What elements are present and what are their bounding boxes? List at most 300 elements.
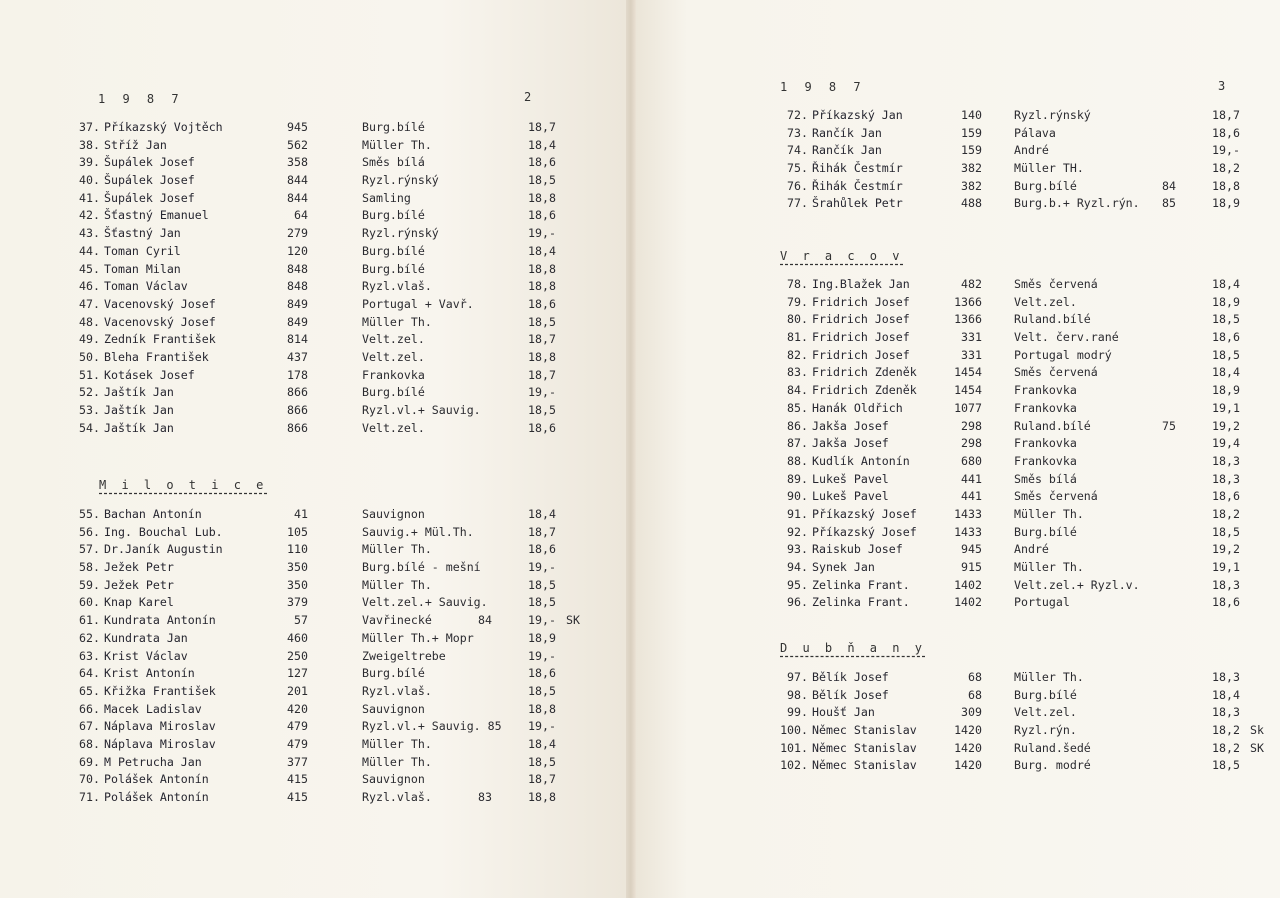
- table-row: [72, 736, 612, 754]
- entry-list: [776, 669, 1276, 775]
- grape-variety: Burg.bílé: [362, 243, 425, 258]
- area-value: 844: [287, 190, 308, 205]
- area-value: 814: [287, 332, 308, 347]
- grower-name: Fridrich Josef: [812, 294, 910, 309]
- entry-number: 100.: [780, 723, 808, 738]
- area-value: 420: [287, 701, 308, 716]
- entry-number: 64.: [79, 666, 100, 681]
- sugar-value: 18,5: [528, 173, 556, 188]
- entry-number: 43.: [79, 226, 100, 241]
- grower-name: Kundrata Jan: [104, 630, 188, 645]
- entry-number: 56.: [79, 524, 100, 539]
- grower-name: Vacenovský Josef: [104, 296, 216, 311]
- grower-name: Němec Stanislav: [812, 758, 917, 773]
- grape-variety: Směs bílá: [362, 155, 425, 170]
- grape-variety: Velt.zel.: [362, 332, 425, 347]
- grape-variety: Frankovka: [1014, 383, 1077, 398]
- sugar-value: 18,8: [528, 261, 556, 276]
- grape-variety: Portugal + Vavř.: [362, 296, 474, 311]
- grape-variety: Müller Th.: [362, 754, 432, 769]
- grower-name: Křižka František: [104, 683, 216, 698]
- grape-variety: Vavřinecké: [362, 613, 432, 628]
- grower-name: Ing.Blažek Jan: [812, 277, 910, 291]
- grower-name: M Petrucha Jan: [104, 754, 202, 769]
- area-value: 680: [961, 453, 982, 468]
- table-row: [776, 524, 1276, 542]
- area-value: 110: [287, 542, 308, 557]
- area-value: 127: [287, 666, 308, 681]
- grower-name: Lukeš Pavel: [812, 471, 889, 486]
- sugar-value: 18,8: [528, 790, 556, 804]
- area-value: 120: [287, 243, 308, 258]
- area-value: 1077: [954, 400, 982, 415]
- sugar-value: 18,3: [1212, 577, 1240, 592]
- grower-name: Polášek Antonín: [104, 790, 209, 804]
- sugar-value: 18,2: [1212, 161, 1240, 176]
- sugar-value: 18,4: [1212, 365, 1240, 380]
- sugar-value: 18,6: [1212, 595, 1240, 610]
- grape-variety: Ryzl.rýn.: [1014, 723, 1077, 738]
- grape-variety: Velt.zel.: [362, 349, 425, 364]
- grape-variety: Směs bílá: [1014, 471, 1077, 486]
- sugar-value: 18,5: [528, 403, 556, 417]
- sugar-value: 18,6: [528, 155, 556, 170]
- table-row: [72, 243, 612, 261]
- grape-variety: André: [1014, 542, 1049, 557]
- sugar-value: 19,-: [528, 648, 556, 663]
- sugar-value: 18,8: [528, 349, 556, 364]
- sugar-value: 19,1: [1212, 400, 1240, 415]
- area-value: 159: [961, 143, 982, 158]
- grape-variety: Frankovka: [362, 367, 425, 382]
- grower-name: Rančík Jan: [812, 125, 882, 140]
- grape-variety: Ryzl.rýnský: [362, 226, 439, 241]
- area-value: 382: [961, 178, 982, 193]
- grape-variety: Frankovka: [1014, 436, 1077, 451]
- entry-number: 102.: [780, 758, 808, 773]
- area-value: 279: [287, 226, 308, 241]
- sugar-value: 19,-: [528, 719, 556, 734]
- grape-variety: Burg.bílé: [1014, 524, 1077, 539]
- sugar-value: 18,8: [528, 701, 556, 716]
- grape-variety: Frankovka: [1014, 453, 1077, 468]
- grape-variety: Ruland.šedé: [1014, 740, 1091, 755]
- entry-list: [72, 119, 612, 437]
- grower-name: Příkazský Josef: [812, 506, 917, 521]
- entry-number: 97.: [787, 670, 808, 684]
- entry-number: 38.: [79, 137, 100, 152]
- area-value: 1454: [954, 383, 982, 398]
- sugar-value: 18,7: [528, 332, 556, 347]
- area-value: 57: [294, 613, 308, 628]
- grower-name: Houšť Jan: [812, 705, 875, 720]
- table-row: [72, 402, 612, 420]
- entry-number: 63.: [79, 648, 100, 663]
- area-value: 479: [287, 736, 308, 751]
- section-title-vracov: V r a c o v: [780, 249, 904, 263]
- grower-name: Rančík Jan: [812, 143, 882, 158]
- grower-name: Synek Jan: [812, 560, 875, 574]
- grape-variety: Ruland.bílé: [1014, 418, 1091, 433]
- entry-number: 87.: [787, 436, 808, 451]
- grower-name: Šťastný Emanuel: [104, 208, 209, 223]
- sugar-value: 18,3: [1212, 453, 1240, 468]
- grape-variety: Müller Th.: [1014, 560, 1084, 574]
- area-value: 1420: [954, 723, 982, 738]
- table-row: [776, 722, 1276, 740]
- grape-variety: Sauvignon: [362, 701, 425, 716]
- table-row: [72, 331, 612, 349]
- sugar-value: 18,6: [528, 296, 556, 311]
- entry-number: 67.: [79, 719, 100, 734]
- area-value: 866: [287, 420, 308, 435]
- area-value: 945: [961, 542, 982, 557]
- table-row: [72, 665, 612, 683]
- sugar-value: 18,5: [1212, 312, 1240, 327]
- area-value: 309: [961, 705, 982, 720]
- grower-name: Řihák Čestmír: [812, 178, 903, 193]
- table-row: [72, 524, 612, 542]
- sugar-value: 18,5: [528, 754, 556, 769]
- table-row: [776, 400, 1276, 418]
- entry-number: 84.: [787, 383, 808, 398]
- area-value: 68: [968, 687, 982, 702]
- grower-name: Ježek Petr: [104, 577, 174, 592]
- page-number: 2: [524, 90, 532, 104]
- grape-variety: Müller Th.: [1014, 670, 1084, 684]
- table-row: [776, 276, 1276, 294]
- grower-name: Toman Cyril: [104, 243, 181, 258]
- grower-name: Němec Stanislav: [812, 740, 917, 755]
- table-row: [72, 296, 612, 314]
- table-row: [776, 453, 1276, 471]
- sugar-value: 18,4: [1212, 687, 1240, 702]
- sugar-value: 18,9: [528, 630, 556, 645]
- grape-variety: Portugal: [1014, 595, 1070, 610]
- grower-name: Náplava Miroslav: [104, 719, 216, 734]
- table-row: [776, 195, 1276, 213]
- entry-number: 86.: [787, 418, 808, 433]
- grape-variety: Velt.zel.+ Ryzl.v.: [1014, 577, 1140, 592]
- grower-name: Řihák Čestmír: [812, 161, 903, 176]
- grower-name: Jakša Josef: [812, 418, 889, 433]
- entry-number: 89.: [787, 471, 808, 486]
- area-value: 298: [961, 436, 982, 451]
- sugar-value: 18,4: [1212, 277, 1240, 291]
- table-row: [776, 125, 1276, 143]
- grape-variety: Ruland.bílé: [1014, 312, 1091, 327]
- area-value: 331: [961, 330, 982, 345]
- sugar-value: 18,8: [1212, 178, 1240, 193]
- grape-variety: Frankovka: [1014, 400, 1077, 415]
- area-value: 848: [287, 261, 308, 276]
- grape-variety: Směs červená: [1014, 365, 1098, 380]
- grape-variety: Samling: [362, 190, 411, 205]
- grower-name: Jakša Josef: [812, 436, 889, 451]
- sugar-value: 18,6: [528, 208, 556, 223]
- area-value: 64: [294, 208, 308, 223]
- grower-name: Kotásek Josef: [104, 367, 195, 382]
- sugar-value: 18,7: [528, 367, 556, 382]
- area-value: 849: [287, 296, 308, 311]
- sugar-value: 18,3: [1212, 471, 1240, 486]
- entry-number: 60.: [79, 595, 100, 610]
- table-row: [776, 160, 1276, 178]
- table-row: [776, 142, 1276, 160]
- entry-number: 78.: [787, 277, 808, 291]
- entry-number: 62.: [79, 630, 100, 645]
- grape-variety: Müller Th.: [362, 137, 432, 152]
- table-row: [776, 594, 1276, 612]
- grape-variety: Sauvignon: [362, 772, 425, 787]
- entry-number: 101.: [780, 740, 808, 755]
- grower-name: Krist Václav: [104, 648, 188, 663]
- entry-number: 93.: [787, 542, 808, 557]
- sugar-value: 19,-: [528, 613, 556, 628]
- entry-number: 80.: [787, 312, 808, 327]
- area-value: 415: [287, 772, 308, 787]
- entry-number: 49.: [79, 332, 100, 347]
- entry-number: 37.: [79, 120, 100, 134]
- area-value: 382: [961, 161, 982, 176]
- grape-variety: Müller Th.: [362, 736, 432, 751]
- table-row: [72, 384, 612, 402]
- grape-variety: Velt.zel.+ Sauvig.: [362, 595, 488, 610]
- entry-number: 70.: [79, 772, 100, 787]
- grape-variety: Burg.b.+ Ryzl.rýn.: [1014, 196, 1140, 211]
- sugar-value: 18,3: [1212, 705, 1240, 720]
- table-row: [776, 559, 1276, 577]
- area-value: 848: [287, 279, 308, 294]
- quality-mark: SK: [1250, 740, 1264, 755]
- area-value: 159: [961, 125, 982, 140]
- table-row: [72, 207, 612, 225]
- table-row: [776, 740, 1276, 758]
- grower-name: Raiskub Josef: [812, 542, 903, 557]
- area-value: 1433: [954, 506, 982, 521]
- entry-number: 51.: [79, 367, 100, 382]
- grower-name: Němec Stanislav: [812, 723, 917, 738]
- sugar-value: 18,2: [1212, 506, 1240, 521]
- sugar-value: 19,-: [1212, 143, 1240, 158]
- table-row: [72, 648, 612, 666]
- table-row: [72, 683, 612, 701]
- grape-variety: Burg.bílé: [1014, 178, 1077, 193]
- sugar-value: 18,7: [528, 120, 556, 134]
- area-value: 441: [961, 471, 982, 486]
- table-row: [776, 382, 1276, 400]
- grower-name: Příkazský Jan: [812, 108, 903, 122]
- sugar-value: 18,6: [1212, 330, 1240, 345]
- sugar-value: 19,2: [1212, 418, 1240, 433]
- table-row: [776, 435, 1276, 453]
- grower-name: Dr.Janík Augustin: [104, 542, 223, 557]
- area-value: 68: [968, 670, 982, 684]
- sugar-value: 18,9: [1212, 196, 1240, 211]
- grape-variety: Ryzl.vl.+ Sauvig.: [362, 403, 481, 417]
- extra-value: 85: [1162, 196, 1176, 211]
- table-row: [72, 754, 612, 772]
- sugar-value: 18,4: [528, 736, 556, 751]
- sugar-value: 18,9: [1212, 383, 1240, 398]
- grower-name: Knap Karel: [104, 595, 174, 610]
- extra-value: 75: [1162, 418, 1176, 433]
- entry-number: 66.: [79, 701, 100, 716]
- grape-variety: Müller Th.+ Mopr: [362, 630, 474, 645]
- grape-variety: Ryzl.rýnský: [362, 173, 439, 188]
- grower-name: Fridrich Josef: [812, 347, 910, 362]
- area-value: 866: [287, 403, 308, 417]
- area-value: 1402: [954, 595, 982, 610]
- table-row: [776, 471, 1276, 489]
- grower-name: Stříž Jan: [104, 137, 167, 152]
- quality-mark: Sk: [1250, 723, 1264, 738]
- entry-number: 42.: [79, 208, 100, 223]
- entry-number: 46.: [79, 279, 100, 294]
- entry-number: 61.: [79, 613, 100, 628]
- area-value: 41: [294, 507, 308, 521]
- sugar-value: 18,7: [528, 772, 556, 787]
- table-row: [72, 771, 612, 789]
- area-value: 1402: [954, 577, 982, 592]
- sugar-value: 18,2: [1212, 723, 1240, 738]
- entry-number: 85.: [787, 400, 808, 415]
- table-row: [776, 329, 1276, 347]
- area-value: 437: [287, 349, 308, 364]
- grower-name: Kundrata Antonín: [104, 613, 216, 628]
- grower-name: Jaštík Jan: [104, 420, 174, 435]
- table-row: [776, 757, 1276, 775]
- grape-variety: Směs červená: [1014, 277, 1098, 291]
- sugar-value: 18,4: [528, 137, 556, 152]
- grape-variety: Burg.bílé: [1014, 687, 1077, 702]
- grower-name: Zedník František: [104, 332, 216, 347]
- sugar-value: 18,7: [1212, 108, 1240, 122]
- grower-name: Příkazský Vojtěch: [104, 120, 223, 134]
- entry-number: 48.: [79, 314, 100, 329]
- entry-number: 98.: [787, 687, 808, 702]
- sugar-value: 19,4: [1212, 436, 1240, 451]
- entry-number: 92.: [787, 524, 808, 539]
- grape-variety: Ryzl.vlaš.: [362, 279, 432, 294]
- extra-value: 83: [478, 790, 492, 804]
- entry-list: [72, 506, 612, 807]
- table-row: [776, 107, 1276, 125]
- table-row: [72, 314, 612, 332]
- entry-number: 94.: [787, 560, 808, 574]
- entry-number: 90.: [787, 489, 808, 504]
- grape-variety: Burg.bílé - mešní: [362, 560, 481, 575]
- entry-number: 81.: [787, 330, 808, 345]
- entry-number: 39.: [79, 155, 100, 170]
- grape-variety: Burg.bílé: [362, 120, 425, 134]
- grower-name: Ježek Petr: [104, 560, 174, 575]
- entry-number: 71.: [79, 790, 100, 804]
- table-row: [72, 506, 612, 524]
- table-row: [72, 137, 612, 155]
- entry-number: 82.: [787, 347, 808, 362]
- section-title-dubnany: D u b ň a n y: [780, 641, 926, 655]
- grower-name: Fridrich Zdeněk: [812, 383, 917, 398]
- entry-number: 52.: [79, 385, 100, 400]
- entry-number: 65.: [79, 683, 100, 698]
- grower-name: Fridrich Zdeněk: [812, 365, 917, 380]
- table-row: [776, 347, 1276, 365]
- grower-name: Fridrich Josef: [812, 330, 910, 345]
- grape-variety: Velt.zel.: [1014, 294, 1077, 309]
- table-row: [72, 420, 612, 438]
- entry-number: 55.: [79, 507, 100, 521]
- area-value: 331: [961, 347, 982, 362]
- grape-variety: Ryzl.vlaš.: [362, 790, 432, 804]
- area-value: 1366: [954, 294, 982, 309]
- area-value: 1420: [954, 758, 982, 773]
- sugar-value: 18,5: [1212, 758, 1240, 773]
- grape-variety: Burg.bílé: [362, 666, 425, 681]
- grower-name: Bělík Josef: [812, 687, 889, 702]
- grape-variety: Burg.bílé: [362, 385, 425, 400]
- entry-number: 44.: [79, 243, 100, 258]
- area-value: 377: [287, 754, 308, 769]
- grape-variety: Müller TH.: [1014, 161, 1084, 176]
- entry-number: 95.: [787, 577, 808, 592]
- sugar-value: 18,6: [1212, 489, 1240, 504]
- table-row: [776, 418, 1276, 436]
- table-row: [776, 364, 1276, 382]
- grape-variety: Ryzl.rýnský: [1014, 108, 1091, 122]
- table-row: [72, 261, 612, 279]
- entry-number: 77.: [787, 196, 808, 211]
- area-value: 1454: [954, 365, 982, 380]
- entry-number: 76.: [787, 178, 808, 193]
- table-row: [72, 630, 612, 648]
- table-row: [776, 687, 1276, 705]
- right-page: [636, 0, 1280, 898]
- grape-variety: André: [1014, 143, 1049, 158]
- area-value: 140: [961, 108, 982, 122]
- sugar-value: 19,1: [1212, 560, 1240, 574]
- grower-name: Jaštík Jan: [104, 385, 174, 400]
- grower-name: Příkazský Josef: [812, 524, 917, 539]
- table-row: [776, 506, 1276, 524]
- area-value: 350: [287, 560, 308, 575]
- sugar-value: 18,6: [528, 420, 556, 435]
- area-value: 298: [961, 418, 982, 433]
- table-row: [72, 278, 612, 296]
- sugar-value: 18,6: [1212, 125, 1240, 140]
- table-row: [72, 154, 612, 172]
- entry-number: 73.: [787, 125, 808, 140]
- grape-variety: Velt.zel.: [1014, 705, 1077, 720]
- area-value: 482: [961, 277, 982, 291]
- entry-number: 45.: [79, 261, 100, 276]
- area-value: 1366: [954, 312, 982, 327]
- grape-variety: Sauvignon: [362, 507, 425, 521]
- grape-variety: Müller Th.: [362, 577, 432, 592]
- grower-name: Kudlík Antonín: [812, 453, 910, 468]
- grower-name: Ing. Bouchal Lub.: [104, 524, 223, 539]
- entry-number: 59.: [79, 577, 100, 592]
- entry-number: 57.: [79, 542, 100, 557]
- grape-variety: Müller Th.: [362, 542, 432, 557]
- sugar-value: 18,4: [528, 243, 556, 258]
- table-row: [776, 669, 1276, 687]
- grower-name: Jaštík Jan: [104, 403, 174, 417]
- entry-number: 91.: [787, 506, 808, 521]
- sugar-value: 18,5: [528, 683, 556, 698]
- entry-number: 58.: [79, 560, 100, 575]
- area-value: 379: [287, 595, 308, 610]
